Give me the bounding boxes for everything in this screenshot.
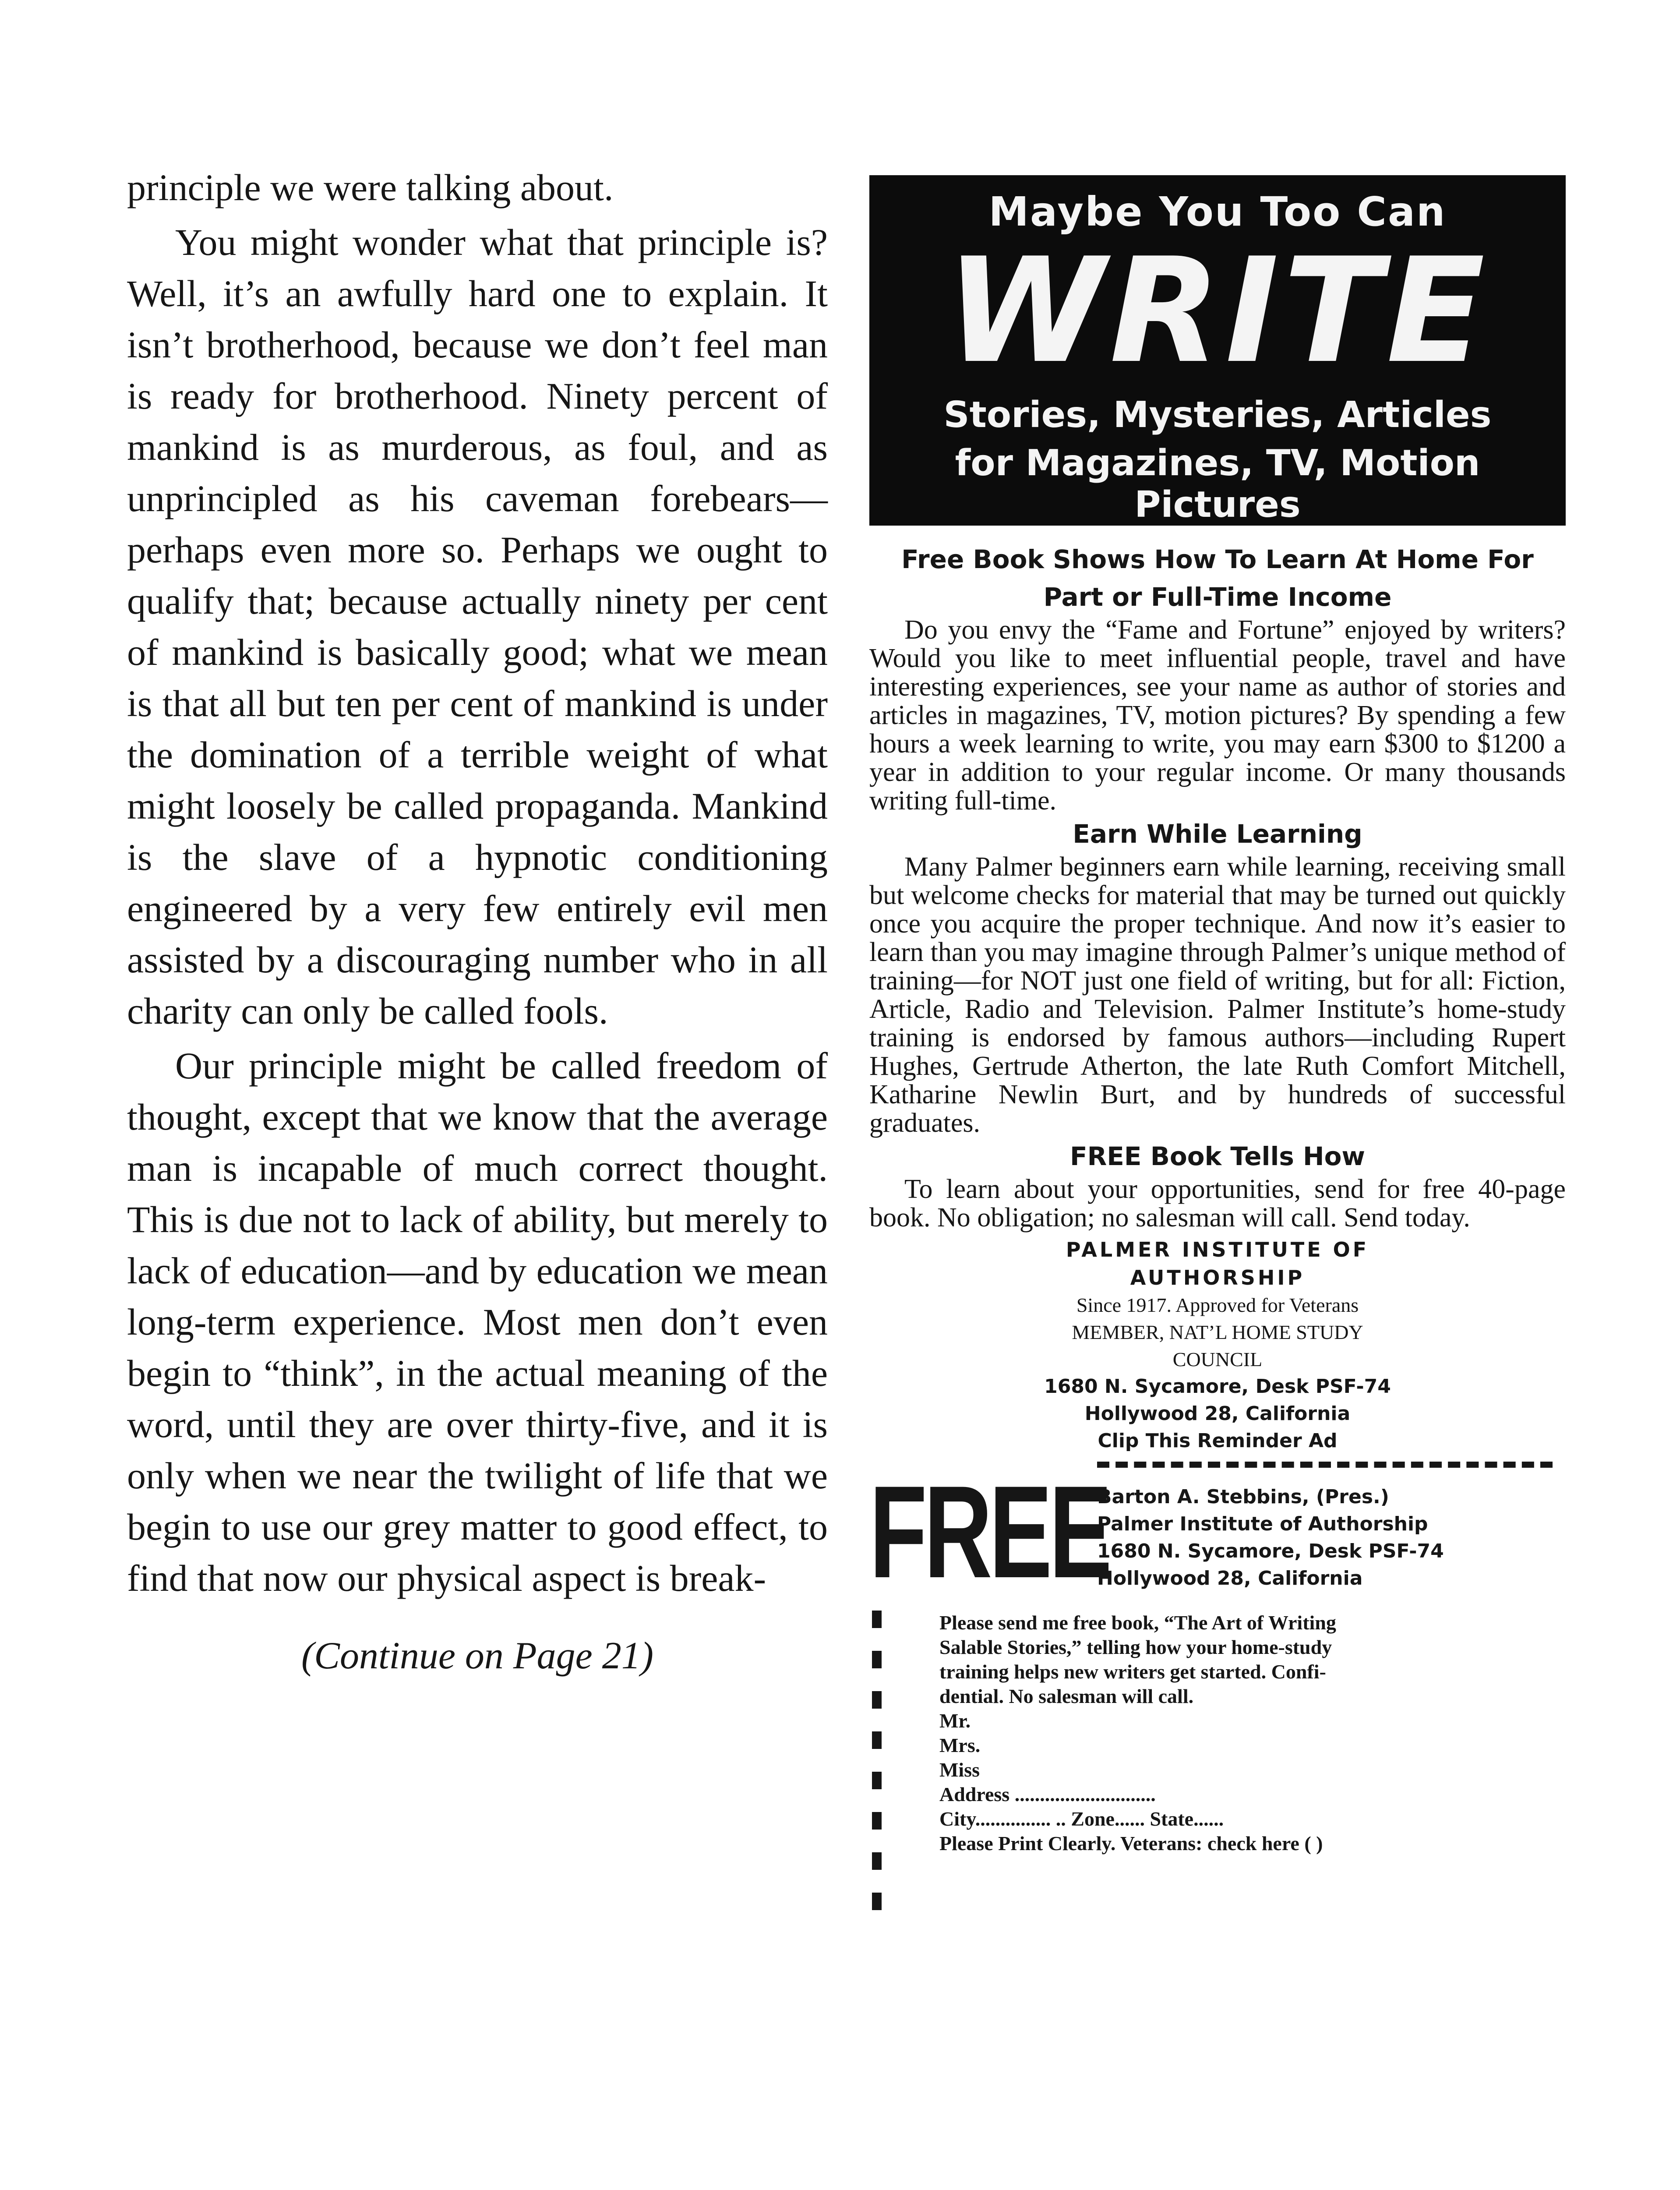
- member-line: MEMBER, NAT’L HOME STUDY: [1072, 1321, 1363, 1343]
- coupon-form: [869, 1611, 1566, 1856]
- mr-field[interactable]: Mr.: [939, 1710, 971, 1732]
- veterans-checkbox-line[interactable]: Please Print Clearly. Veterans: check here ( ): [939, 1832, 1323, 1854]
- miss-field[interactable]: Miss: [939, 1759, 980, 1781]
- addressee-line: Barton A. Stebbins, (Pres.): [1097, 1486, 1389, 1508]
- request-line: dential. No salesman will call.: [939, 1685, 1194, 1707]
- institute-name-line: PALMER INSTITUTE OF: [1066, 1238, 1369, 1261]
- ad-copy: [869, 540, 1566, 1455]
- free-label: FREE: [869, 1458, 1109, 1605]
- city-zone-state-field[interactable]: City............... .. Zone...... State......: [939, 1808, 1224, 1830]
- address-line: 1680 N. Sycamore, Desk PSF-74: [1044, 1375, 1391, 1398]
- ad-paragraph: Do you envy the “Fame and Fortune” enjoyed by writers? Would you like to meet influential people, travel and have interesting experiences, see your name as author of stories and articles in magazines, TV, motion pictures? By spending a few hours a week learning to write, you may earn $300 to $1200 a year in addition to your regular income. Or many thousands writing full-time.: [869, 615, 1566, 816]
- addressee-line: Hollywood 28, California: [1097, 1567, 1363, 1590]
- banner-line-2: for Magazines, TV, Motion Pictures: [955, 442, 1480, 526]
- ad-heading: Free Book Shows How To Learn At Home For Part or Full-Time Income: [901, 544, 1534, 612]
- request-line: Please send me free book, “The Art of Writing: [939, 1611, 1336, 1634]
- institute-name: [869, 1236, 1566, 1292]
- paragraph: You might wonder what that principle is? Well, it’s an awfully hard one to explain. It isn’t brotherhood, because we don’t feel man is ready for brotherhood. Ninety percent of mankind is as murderous, as foul, and as unprincipled as his caveman forebears—perhaps even more so. Perhaps we ought to qualify that; because actually ninety per cent of mankind is basically good; what we mean is that all but ten per cent of mankind is under the domination of a terrible weight of what might loosely be called propaganda. Mankind is the slave of a hypnotic conditioning engineered by a very few entirely evil men assisted by a discouraging number who in all charity can only be called fools.: [127, 221, 828, 1032]
- ad-banner: [869, 175, 1566, 526]
- ad-heading: FREE Book Tells How: [1069, 1141, 1366, 1171]
- clip-line: Clip This Reminder Ad: [1098, 1430, 1338, 1452]
- paragraph: Our principle might be called freedom of thought, except that we know that the average man is incapable of much correct thought. This is due not to lack of ability, but merely to lack of education—and by education we mean long-term experience. Most men don’t even begin to “think”, in the actual meaning of the word, until they are over thirty-five, and it is only when we near the twilight of life that we begin to use our grey matter to good effect, to find that now our physical aspect is break-: [127, 1045, 828, 1599]
- member-line: COUNCIL: [1172, 1348, 1263, 1371]
- addressee-line: Palmer Institute of Authorship: [1097, 1513, 1428, 1535]
- coupon-edge-marks: [869, 1611, 887, 1933]
- banner-big-word: WRITE: [946, 227, 1489, 395]
- institute-name-line: AUTHORSHIP: [1130, 1266, 1305, 1289]
- banner-line-1: Stories, Mysteries, Articles: [943, 394, 1492, 436]
- address-field[interactable]: Address ............................: [939, 1783, 1156, 1805]
- paragraph: principle we were talking about.: [127, 166, 614, 208]
- since-line: Since 1917. Approved for Veterans: [1076, 1294, 1359, 1316]
- mrs-field[interactable]: Mrs.: [939, 1734, 981, 1756]
- institute-info: [869, 1292, 1566, 1455]
- article-column: [127, 162, 828, 1681]
- ad-heading: Earn While Learning: [1073, 819, 1362, 849]
- ad-paragraph: Many Palmer beginners earn while learning, receiving small but welcome checks for material that may be turned out quickly once you acquire the proper technique. And now it’s easier to learn than you may imagine through Palmer’s unique method of training—for NOT just one field of writing, but for all: Fiction, Article, Radio and Television. Palmer Institute’s home-study training is endorsed by famous authors—including Rupert Hughes, Gertrude Atherton, the late Ruth Comfort Mitchell, Katharine Newlin Burt, and by hundreds of successful graduates.: [869, 852, 1566, 1138]
- writing-ad: [869, 175, 1566, 1856]
- request-line: training helps new writers get started. Confi-: [939, 1660, 1326, 1683]
- banner-tagline: Maybe You Too Can: [988, 188, 1447, 235]
- coupon-addressee: [1097, 1484, 1444, 1592]
- coupon-header: [869, 1458, 1566, 1611]
- continue-note: (Continue on Page 21): [301, 1635, 654, 1677]
- address-line: Hollywood 28, California: [1084, 1402, 1351, 1425]
- ad-paragraph: To learn about your opportunities, send for free 40-page book. No obligation; no salesman will call. Send today.: [869, 1174, 1566, 1233]
- cut-line: [1097, 1462, 1553, 1475]
- request-line: Salable Stories,” telling how your home-study: [939, 1636, 1332, 1658]
- addressee-line: 1680 N. Sycamore, Desk PSF-74: [1097, 1540, 1444, 1562]
